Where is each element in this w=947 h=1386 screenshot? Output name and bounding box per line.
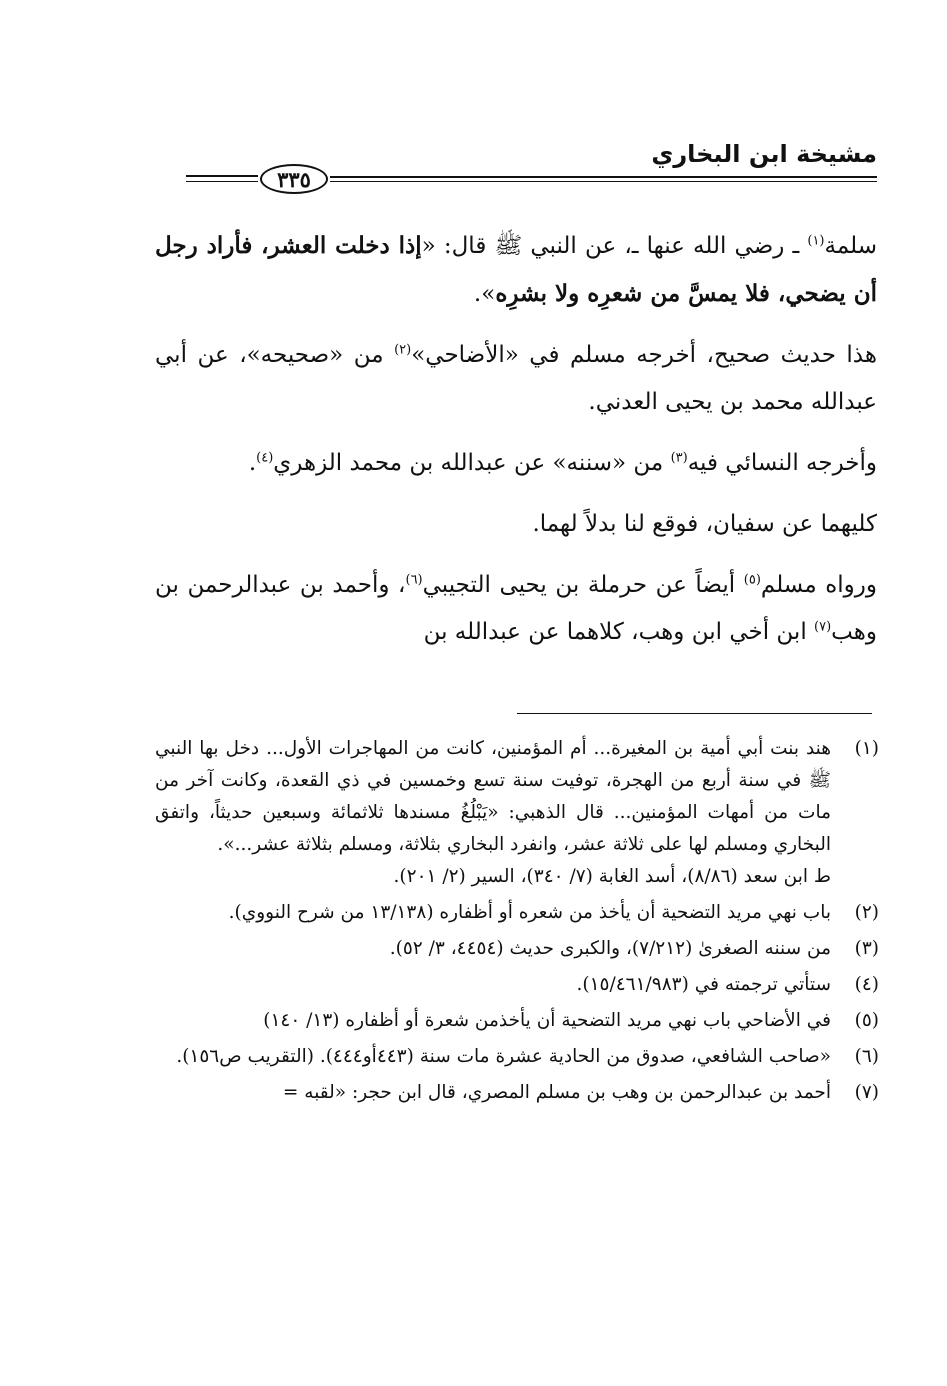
- header-rule: [330, 176, 877, 178]
- paragraph-3: [155, 440, 877, 487]
- footnote-text: ستأتي ترجمته في (١٥/٤٦١/٩٨٣).: [576, 974, 831, 995]
- footnote-separator: [517, 713, 872, 714]
- footnote-text: «صاحب الشافعي، صدوق من الحادية عشرة مات سنة (٤٤٣أو٤٤٤). (التقريب ص١٥٦).: [176, 1046, 831, 1067]
- footnote-ref: (٦): [405, 572, 423, 588]
- text: من «سننه» عن عبدالله بن محمد الزهري: [273, 450, 671, 476]
- footnote-4: [155, 969, 879, 1001]
- paragraph-1: [155, 222, 877, 318]
- text: هذا حديث صحيح، أخرجه مسلم في «الأضاحي»: [411, 342, 878, 368]
- header-rule-left-thin: [186, 181, 258, 182]
- footnote-ref: (٥): [743, 572, 761, 588]
- text: ـ رضي الله عنها ـ، عن النبي ﷺ قال: «: [421, 233, 808, 259]
- text: ، وأحمد بن عبدالرحمن بن وهب: [155, 572, 877, 645]
- footnote-text: باب نهي مريد التضحية أن يأخذ من شعره أو أظفاره (١٣/١٣٨ من شرح النووي).: [228, 902, 831, 923]
- running-header-title: مشيخة ابن البخاري: [651, 140, 877, 168]
- main-text: [155, 222, 877, 670]
- footnote-number: (٣): [854, 938, 879, 959]
- footnotes: [155, 733, 879, 1113]
- footnote-text: [155, 733, 831, 893]
- footnote-text: أحمد بن عبدالرحمن بن وهب بن مسلم المصري، قال ابن حجر: «لقبه =: [282, 1082, 831, 1103]
- footnote-7: [155, 1077, 879, 1109]
- footnote-text: في الأضاحي باب نهي مريد التضحية أن يأخذمن شعرة أو أظفاره (١٣/ ١٤٠): [263, 1010, 831, 1031]
- footnote-6: [155, 1041, 879, 1073]
- footnote-number: (٦): [854, 1046, 879, 1067]
- footnote-body: هند بنت أبي أمية بن المغيرة... أم المؤمنين، كانت من المهاجرات الأول... دخل بها النبي ﷺ في سنة أربع من الهجرة، توفيت سنة تسع وخمسين في ذي القعدة، وكانت آخر من مات من أمهات المؤمنين... قال الذهبي: «يَبْلُغُ مسندها ثلاثمائة وسبعين حديثاً، واتفق البخاري ومسلم لها على ثلاثة عشر، وانفرد البخاري بثلاثة، ومسلم بثلاثة عشر...».: [155, 738, 831, 855]
- text: سلمة: [824, 233, 878, 259]
- footnote-number: (٢): [854, 902, 879, 923]
- page-number: ٣٣٥: [260, 164, 328, 194]
- footnote-ref: (٧): [814, 619, 832, 635]
- text: من «صحيحه»، عن أبي عبدالله محمد بن يحيى العدني.: [155, 342, 877, 415]
- footnote-ref: (٤): [256, 450, 274, 466]
- footnote-ref: (٢): [394, 342, 412, 358]
- footnote-sources: ط ابن سعد (٨/٨٦)، أسد الغابة (٧/ ٣٤٠)، السير (٢/ ٢٠١).: [393, 866, 831, 887]
- footnote-ref: (٣): [670, 450, 688, 466]
- footnote-number: (١): [854, 738, 879, 759]
- footnote-5: [155, 1005, 879, 1037]
- paragraph-5: [155, 562, 877, 656]
- footnote-number: (٤): [854, 974, 879, 995]
- footnote-ref: (١): [807, 233, 825, 249]
- header-rule-left: [186, 175, 258, 177]
- text: ».: [473, 281, 496, 307]
- footnote-text: من سننه الصغرىٰ (٧/٢١٢)، والكبرى حديث (٤٤٥٤، ٣/ ٥٢).: [389, 938, 831, 959]
- text: ابن أخي ابن وهب، كلاهما عن عبدالله بن: [423, 619, 815, 645]
- footnote-1: [155, 733, 879, 893]
- footnote-2: [155, 897, 879, 929]
- header-rule-thin: [330, 181, 877, 182]
- text: أيضاً عن حرملة بن يحيى التجيبي: [422, 572, 744, 598]
- text: ورواه مسلم: [760, 572, 877, 598]
- footnote-number: (٥): [854, 1010, 879, 1031]
- hadith-text: إذا دخلت العشر، فأراد رجل أن يضحي، فلا يمسَّ من شعرِه ولا بشرِه: [155, 232, 877, 307]
- footnote-number: (٧): [854, 1082, 879, 1103]
- footnote-3: [155, 933, 879, 965]
- paragraph-2: [155, 332, 877, 426]
- paragraph-4: كليهما عن سفيان، فوقع لنا بدلاً لهما.: [532, 511, 877, 537]
- text: وأخرجه النسائي فيه: [687, 450, 877, 476]
- text: .: [248, 450, 257, 476]
